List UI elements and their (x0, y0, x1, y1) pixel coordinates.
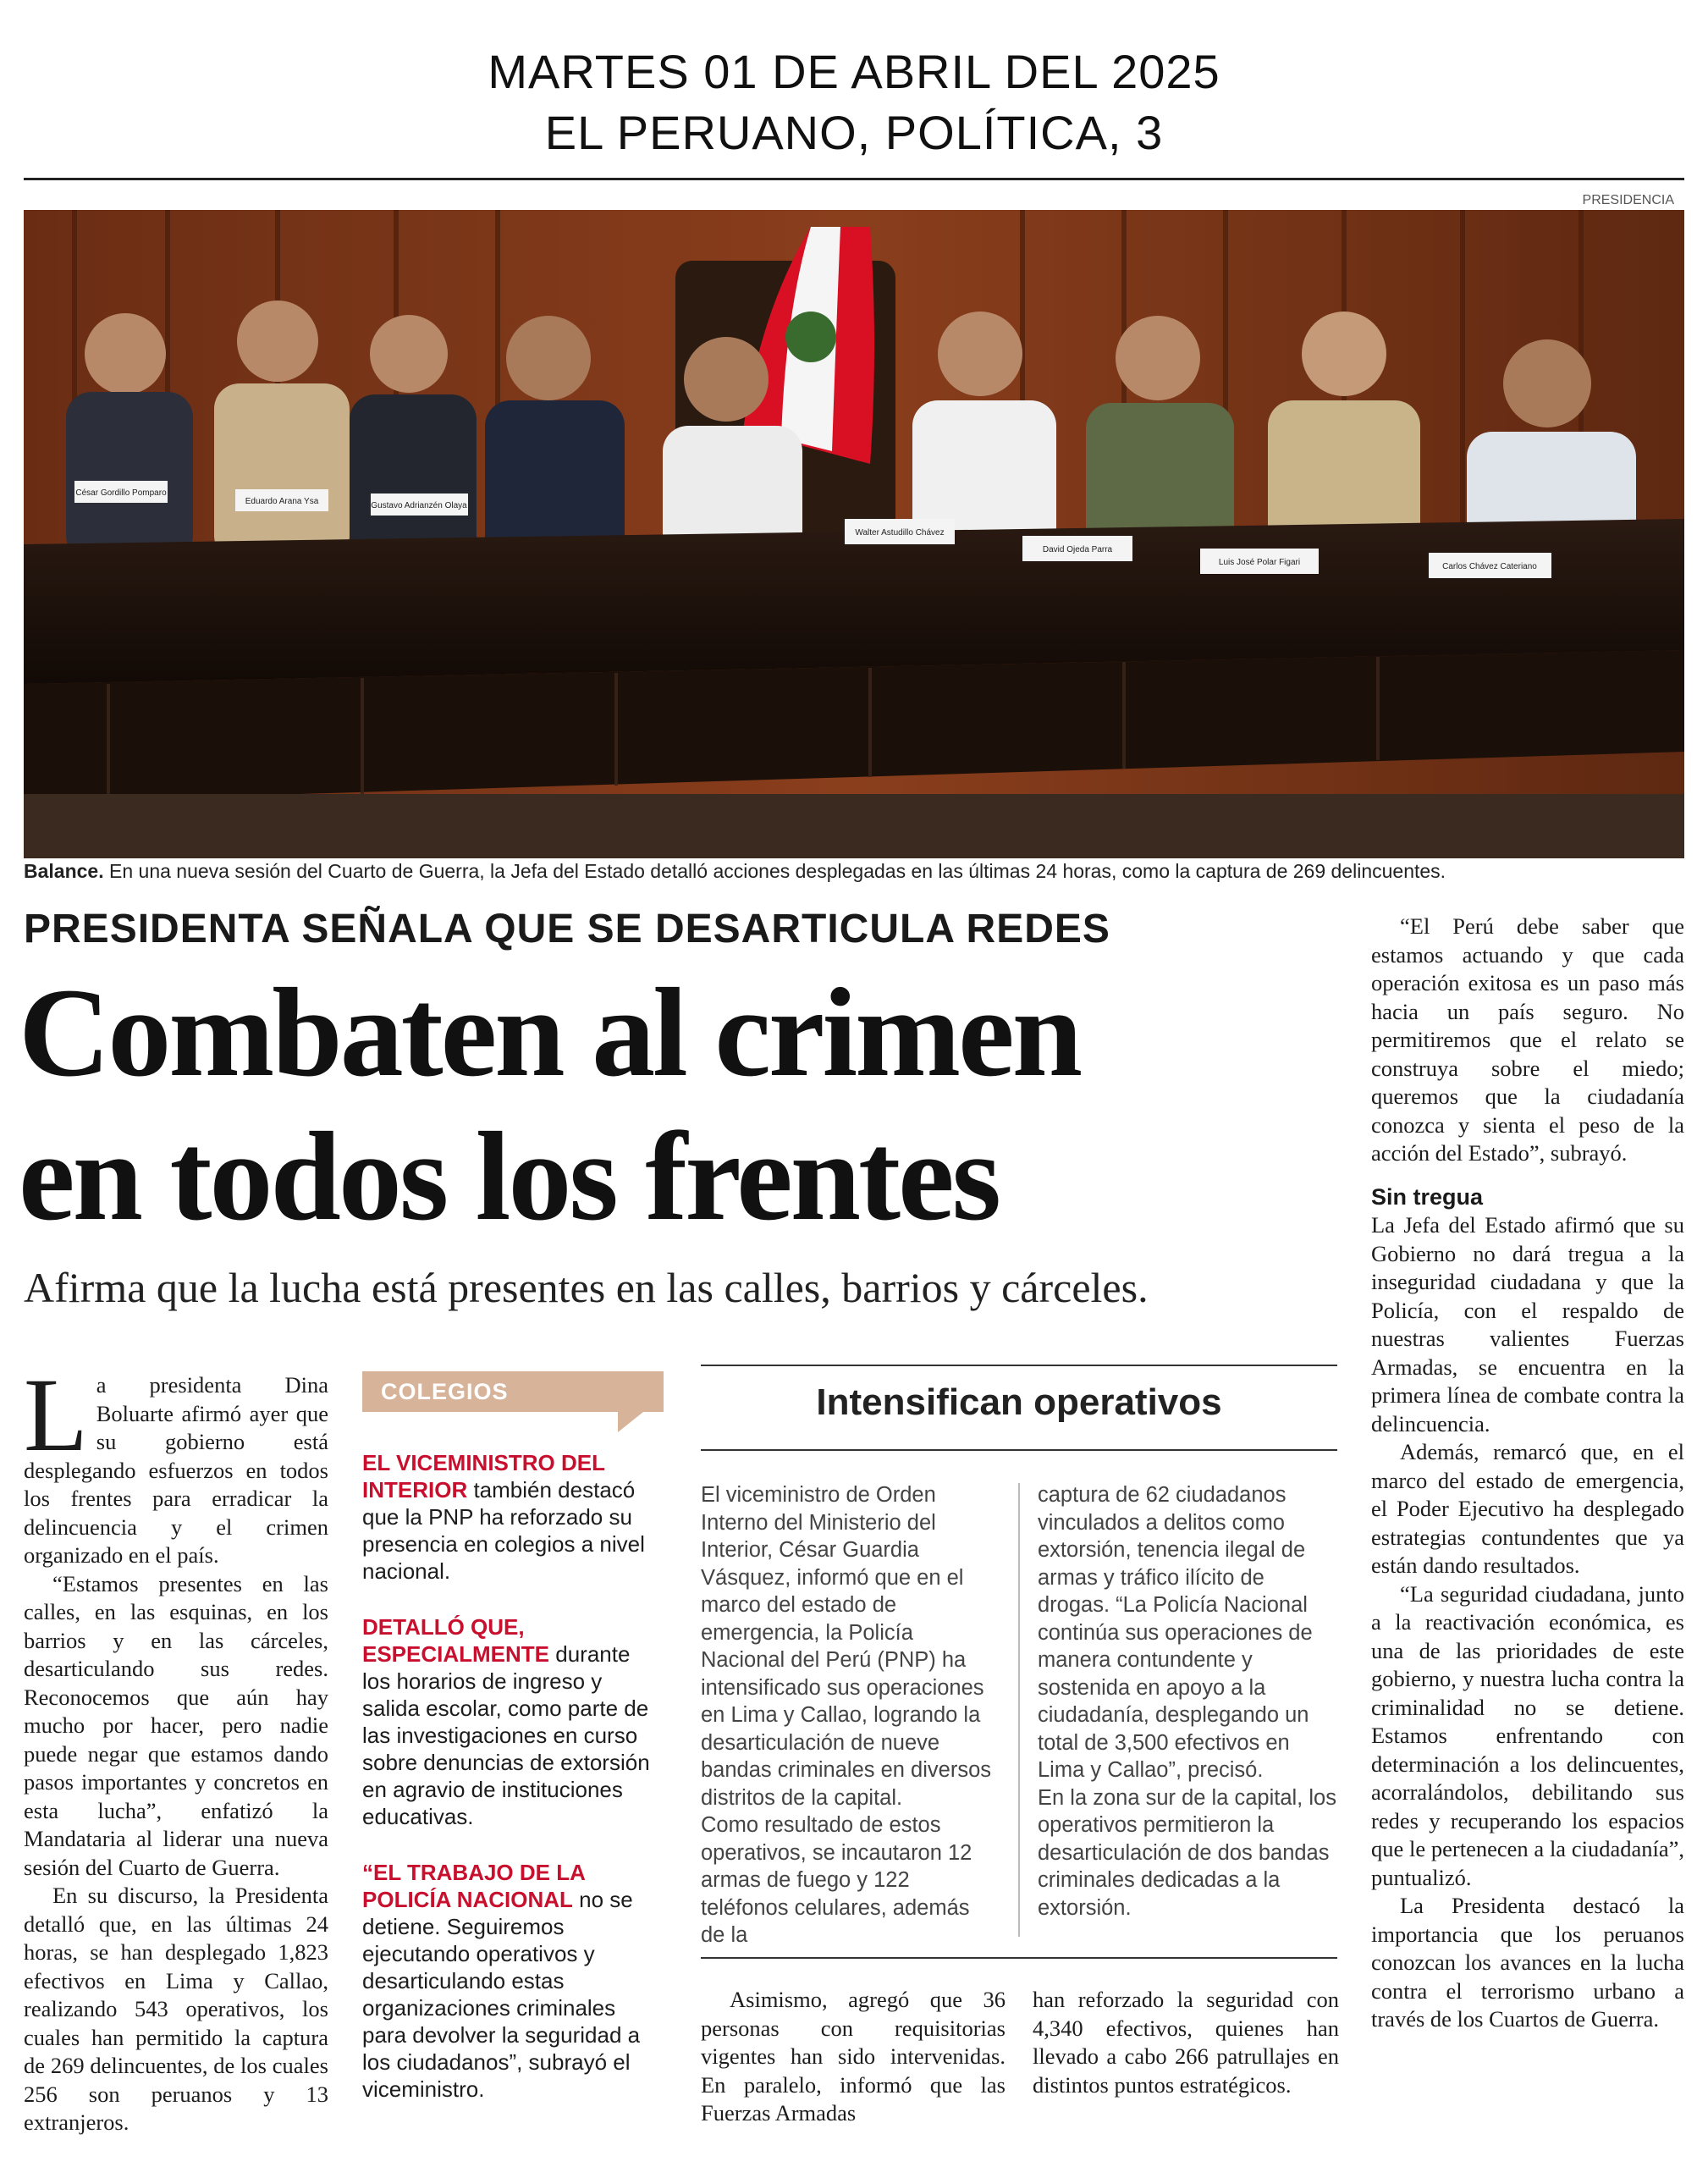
box-top-rule (701, 1365, 1337, 1366)
newspaper-section-line: EL PERUANO, POLÍTICA, 3 (544, 106, 1164, 159)
box-title: Intensifican operativos (816, 1381, 1222, 1423)
right-paragraph-4: “La seguridad ciudadana, junto a la reactivación económica, es una de las prioridades de este gobierno, y nuestra lucha contra la criminalidad no se detiene. Estamos enfrentando con determinación a los delincuentes, acorralándolos, debilitando sus redes y recuperando los espacios que le pertenecen a la ciudadanía”, puntualizó. (1371, 1580, 1684, 1890)
article-column-right (1371, 913, 1684, 2034)
header-rule (24, 178, 1684, 180)
newspaper-date-line: MARTES 01 DE ABRIL DEL 2025 (488, 45, 1220, 98)
right-paragraph-1: “El Perú debe saber que estamos actuando y que cada operación exitosa es un paso más hacia un país seguro. No permitiremos que el relato se construya sobre el miedo; queremos que la ciudadanía conozca y sienta el peso de la acción del Estado”, subrayó. (1371, 913, 1684, 1166)
box-column-divider (1018, 1483, 1020, 1937)
box-column-right (1038, 1481, 1337, 1922)
box-left-paragraph-2: Como resultado de estos operativos, se incautaron 12 armas de fuego y 122 teléfonos celulares, además de la (701, 1813, 972, 1947)
subhead-sin-tregua: Sin tregua (1371, 1183, 1484, 1210)
colegios-tab: COLEGIOS (362, 1371, 664, 1412)
col1-paragraph-1: a presidenta Dina Boluarte afirmó ayer que su gobierno está desplegando esfuerzos en todos los frentes para erradicar la delincuencia y el crimen organizado en el país. (24, 1372, 328, 1568)
press-photo (24, 210, 1684, 858)
headline-line-2: en todos los frentes (19, 1106, 1000, 1247)
lower-column-left (701, 1986, 1006, 2128)
sidebar-lead-3: “EL TRABAJO DE LA POLICÍA NACIONAL (362, 1860, 585, 1912)
box-right-paragraph-2: En la zona sur de la capital, los operativos permitieron la desarticulación de dos bandas criminales dedicadas a la extorsión. (1038, 1785, 1336, 1920)
nameplate-4: Walter Astudillo Chávez (855, 528, 945, 538)
sidebar-lead-2: DETALLÓ QUE, ESPECIALMENTE (362, 1614, 550, 1667)
col1-paragraph-2: “Estamos presentes en las calles, en las esquinas, en los barrios y en las cárceles, desarticulando sus redes. Reconocemos que aún hay mucho por hacer, pero nadie puede negar que estamos dando pasos importantes y concretos en esta lucha”, enfatizó la Mandataria al liderar una nueva sesión del Cuarto de Guerra. (24, 1570, 328, 1880)
colegios-sidebar (362, 1449, 660, 2131)
sidebar-text-3: no se detiene. Seguiremos ejecutando operativos y desarticulando estas organizaciones criminales para devolver la seguridad a los ciudadanos”, subrayó el viceministro. (362, 1887, 641, 2102)
headline-line-1: Combaten al crimen (19, 962, 1081, 1103)
article-headline (19, 961, 1339, 1249)
caption-lead: Balance. (24, 860, 104, 882)
drop-cap: L (24, 1357, 88, 1473)
cabinet-meeting-illustration (24, 210, 1684, 858)
article-column-1 (24, 1357, 328, 2137)
nameplate-7: Carlos Chávez Cateriano (1442, 562, 1537, 571)
article-deck: Afirma que la lucha está presentes en las calles, barrios y cárceles. (24, 1264, 1149, 1311)
photo-caption (24, 860, 1684, 883)
box-left-paragraph-1: El viceministro de Orden Interno del Ministerio del Interior, César Guardia Vásquez, informó que en el marco del estado de emergencia, la Policía Nacional del Perú (PNP) ha intensificado sus operaciones en Lima y Callao, logrando la desarticulación de nueve bandas criminales en diversos distritos de la capital. (701, 1483, 992, 1810)
sidebar-lead-1: EL VICEMINISTRO DEL INTERIOR (362, 1450, 605, 1503)
right-paragraph-3: Además, remarcó que, en el marco del estado de emergencia, el Poder Ejecutivo ha desplegado estrategias contundentes que ya están dando resultados. (1371, 1439, 1684, 1578)
caption-text: En una nueva sesión del Cuarto de Guerra, la Jefa del Estado detalló acciones desplegadas en las últimas 24 horas, como la captura de 269 delincuentes. (103, 860, 1446, 882)
sidebar-text-2: durante los horarios de ingreso y salida escolar, como parte de las investigaciones en curso sobre denuncias de extorsión en agravio de instituciones educativas. (362, 1641, 650, 1829)
lower-left-paragraph: Asimismo, agregó que 36 personas con requisitorias vigentes han sido intervenidas. En paralelo, informó que las Fuerzas Armadas (701, 1987, 1006, 2126)
nameplate-2: Eduardo Arana Ysa (245, 497, 319, 506)
right-paragraph-2: La Jefa del Estado afirmó que su Gobierno no dará tregua a la inseguridad ciudadana y que la Policía, con el respaldo de nuestras valientes Fuerzas Armadas, se encuentra en la primera línea de combate contra la delincuencia. (1371, 1212, 1684, 1436)
box-bottom-rule (701, 1957, 1337, 1959)
article-kicker: PRESIDENTA SEÑALA QUE SE DESARTICULA REDES (24, 907, 1110, 951)
lower-column-right (1033, 1986, 1339, 2099)
box-title-rule (701, 1449, 1337, 1451)
box-right-paragraph-1: captura de 62 ciudadanos vinculados a delitos como extorsión, tenencia ilegal de armas y tráfico ilícito de drogas. “La Policía Nacional continúa sus operaciones de manera contundente y sostenida en apoyo a la ciudadanía, desplegando un total de 3,500 efectivos en Lima y Callao”, precisó. (1038, 1483, 1313, 1782)
col1-paragraph-3: En su discurso, la Presidenta detalló que, en las últimas 24 horas, se han desplegado 1,823 efectivos en Lima y Callao, realizando 543 operativos, los cuales han permitido la captura de 269 delincuentes, de los cuales 256 son peruanos y 13 extranjeros. (24, 1883, 328, 2135)
sidebar-text-1: también destacó que la PNP ha reforzado su presencia en colegios a nivel nacional. (362, 1477, 645, 1584)
nameplate-3: Gustavo Adrianzén Olaya (371, 501, 467, 510)
lower-right-paragraph: han reforzado la seguridad con 4,340 efectivos, quienes han llevado a cabo 266 patrullajes en distintos puntos estratégicos. (1033, 1987, 1339, 2098)
tab-pointer (618, 1412, 643, 1432)
nameplate-5: David Ojeda Parra (1042, 545, 1113, 554)
nameplate-1: César Gordillo Pomparo (75, 488, 167, 498)
nameplate-6: Luis José Polar Figari (1218, 558, 1301, 567)
right-paragraph-5: La Presidenta destacó la importancia que los peruanos conozcan los avances en la lucha contra el terrorismo urbano a través de los Cuartos de Guerra. (1371, 1893, 1684, 2032)
photo-credit: PRESIDENCIA (1582, 193, 1674, 207)
box-column-left (701, 1481, 999, 1949)
